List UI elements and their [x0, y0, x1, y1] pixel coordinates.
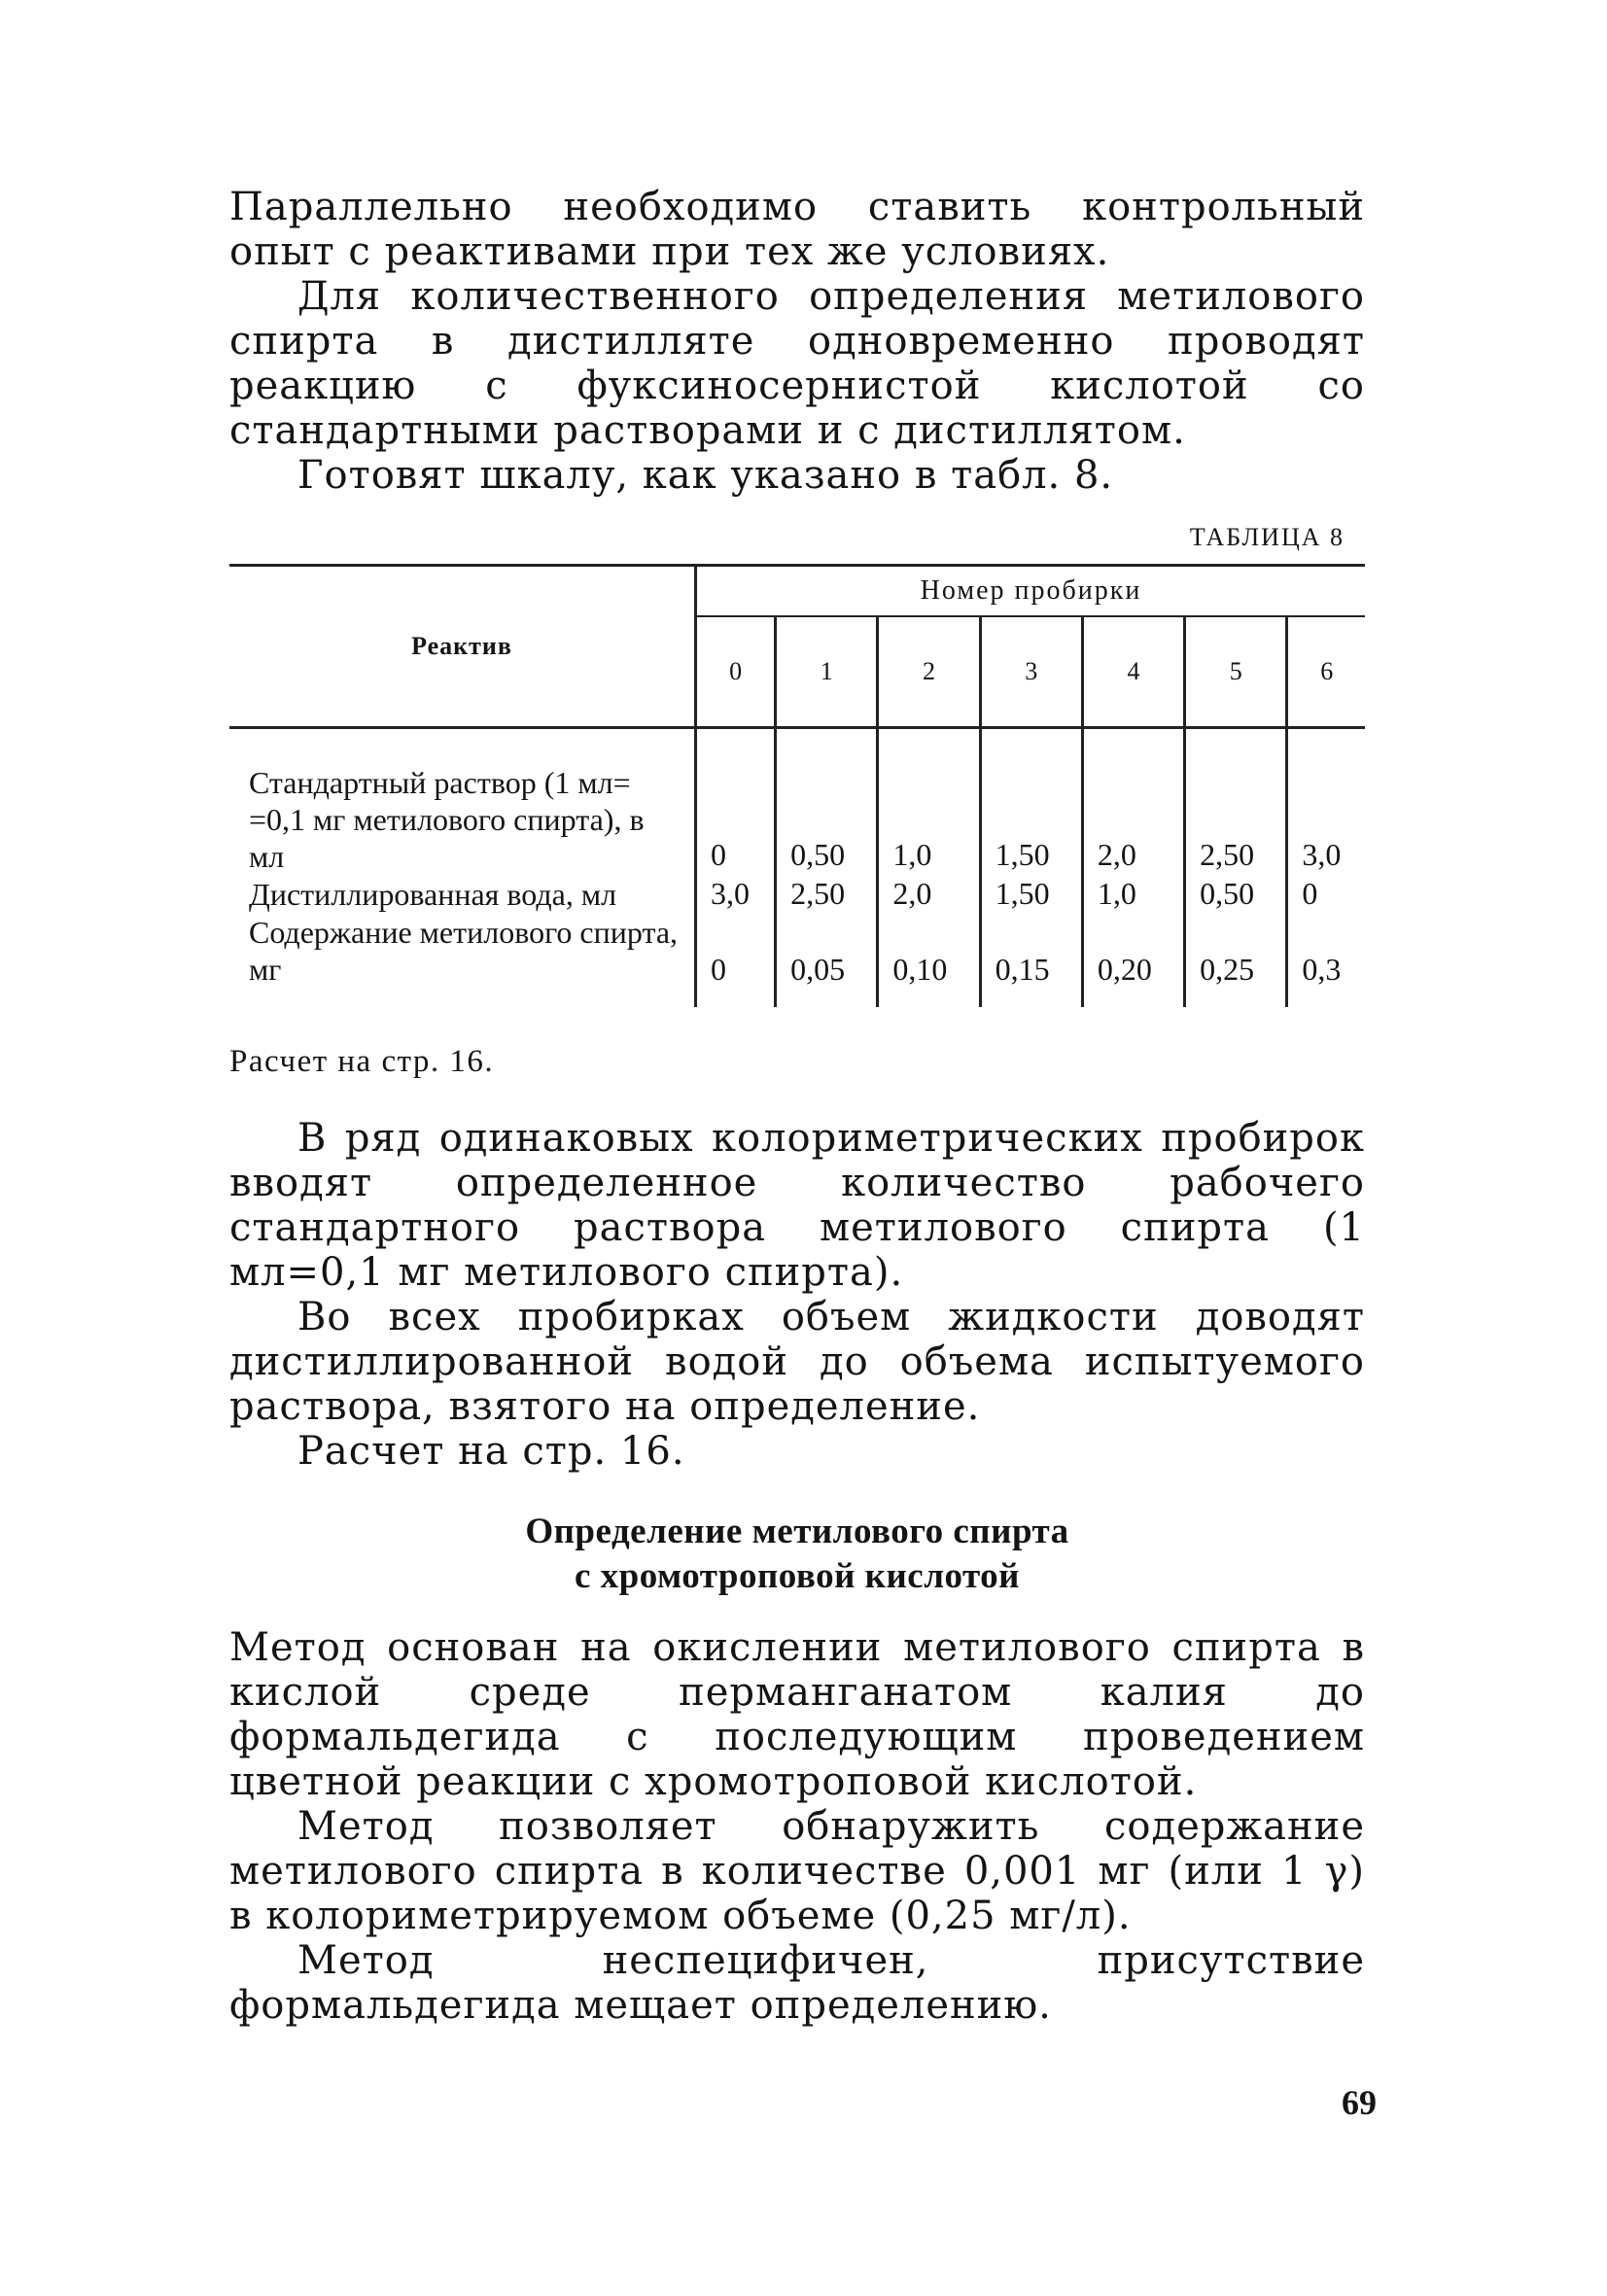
section-heading-line-1: Определение метилового спирта [525, 1512, 1069, 1551]
table-cell: 2,50 [776, 875, 878, 914]
section-paragraph-2: Метод позволяет обнаружить содержание метилового спирта в количестве 0,001 мг (или 1 γ) в колориметрируемом объеме (0,25 мг/л). [229, 1804, 1365, 1938]
table-cell: 0 [1302, 876, 1318, 911]
table-caption: ТАБЛИЦА 8 [1189, 523, 1345, 551]
table-note: Расчет на стр. 16. [229, 1044, 495, 1079]
table-cell: 1,50 [980, 728, 1082, 876]
table-cell: 0,50 [776, 728, 878, 876]
row-label: Стандартный раствор (1 мл= =0,1 мг метилового спирта), в мл [229, 728, 696, 876]
table-cell: 2,0 [878, 875, 980, 914]
intro-block [229, 185, 1365, 498]
reagent-header: Реактив [229, 566, 696, 728]
intro-paragraph-3: Готовят шкалу, как указано в табл. 8. [297, 453, 1114, 498]
table-cell: 1,0 [1082, 875, 1184, 914]
table-cell: 1,50 [980, 875, 1082, 914]
table-cell: 0,15 [980, 914, 1082, 1007]
table-cell: 2,50 [1185, 728, 1287, 876]
table-cell: 0,05 [776, 914, 878, 1007]
row-label: Дистиллированная вода, мл [229, 875, 696, 914]
intro-paragraph-1: Параллельно необходимо ставить контрольный опыт с реактивами при тех же условиях. [229, 185, 1365, 274]
tube-number: 2 [878, 616, 980, 728]
section-heading [229, 1510, 1365, 1599]
section-body [229, 1625, 1365, 2028]
row-label: Содержание метилового спирта, мг [229, 914, 696, 1007]
tube-number: 1 [776, 616, 878, 728]
tube-number-header: Номер пробирки [696, 566, 1366, 617]
table-cell: 3,0 [696, 875, 776, 914]
tube-number: 3 [980, 616, 1082, 728]
intro-paragraph-2: Для количественного определения метилового спирта в дистилляте одновременно проводят реакцию с фуксиносернистой кислотой со стандартными растворами и с дистиллятом. [229, 274, 1365, 453]
table-cell: 2,0 [1082, 728, 1184, 876]
section-paragraph-3: Метод неспецифичен, присутствие формальдегида мещает определению. [229, 1938, 1365, 2028]
section-heading-line-2: с хромотроповой кислотой [574, 1556, 1020, 1596]
tube-number: 4 [1082, 616, 1184, 728]
body-paragraph-3: Расчет на стр. 16. [297, 1429, 685, 1474]
table-cell: 0,3 [1302, 952, 1342, 987]
reagent-table [229, 564, 1365, 1007]
page-number: 69 [1342, 2083, 1377, 2122]
table-row [229, 914, 1365, 1007]
table-cell: 0,20 [1082, 914, 1184, 1007]
tube-number: 6 [1287, 616, 1365, 728]
table-row [229, 875, 1365, 914]
table-cell: 3,0 [1302, 837, 1342, 872]
tube-number: 5 [1185, 616, 1287, 728]
table-cell: 0 [696, 728, 776, 876]
section-paragraph-1: Метод основан на окислении метилового спирта в кислой среде перманганатом калия до формальдегида с последующим проведением цветной реакции с хромотроповой кислотой. [229, 1625, 1365, 1804]
table-cell: 0,50 [1185, 875, 1287, 914]
tube-number: 0 [696, 616, 776, 728]
body-paragraph-2: Во всех пробирках объем жидкости доводят дистиллированной водой до объема испытуемого раствора, взятого на определение. [229, 1295, 1365, 1429]
body-paragraph-1: В ряд одинаковых колориметрических пробирок вводят определенное количество рабочего стандартного раствора метилового спирта (1 мл=0,1 мг метилового спирта). [229, 1116, 1365, 1295]
body-block [229, 1116, 1365, 1474]
table-row [229, 728, 1365, 876]
table-cell: 0,25 [1185, 914, 1287, 1007]
table-cell: 1,0 [878, 728, 980, 876]
table-cell: 0 [696, 914, 776, 1007]
table-cell: 0,10 [878, 914, 980, 1007]
